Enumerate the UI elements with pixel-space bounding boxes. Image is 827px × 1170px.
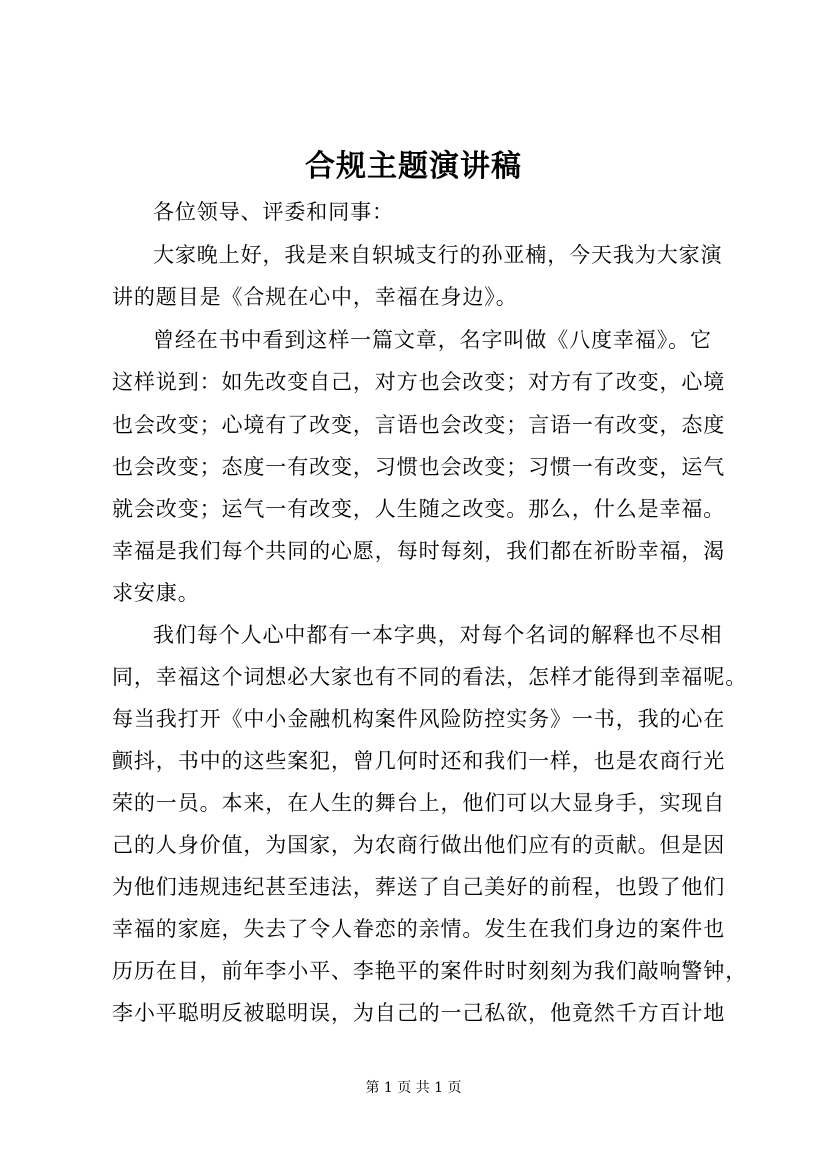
- paragraph-line: 颤抖，书中的这些案犯，曾几何时还和我们一样，也是农商行光: [112, 749, 726, 773]
- paragraph-line: 各位领导、评委和同事：: [153, 200, 394, 224]
- paragraph-line: 大家晚上好，我是来自轵城支行的孙亚楠，今天我为大家演: [153, 243, 723, 267]
- paragraph-line: 幸福的家庭，失去了令人眷恋的亲情。发生在我们身边的案件也: [112, 917, 726, 941]
- paragraph-line: 求安康。: [112, 581, 200, 605]
- paragraph-line: 李小平聪明反被聪明误，为自己的一己私欲，他竟然千方百计地: [112, 1001, 726, 1025]
- paragraph-line: 曾经在书中看到这样一篇文章，名字叫做《八度幸福》。它: [153, 328, 712, 352]
- page-indicator: 第 1 页 共 1 页: [365, 1080, 462, 1096]
- paragraph-line: 这样说到：如先改变自己，对方也会改变；对方有了改变，心境: [112, 370, 726, 394]
- paragraph-line: 讲的题目是《合规在心中，幸福在身边》。: [112, 285, 518, 309]
- paragraph-line: 也会改变；心境有了改变，言语也会改变；言语一有改变，态度: [112, 413, 726, 437]
- paragraph-line: 每当我打开《中小金融机构案件风险防控实务》一书，我的心在: [112, 707, 726, 731]
- paragraph-line: 我们每个人心中都有一本字典，对每个名词的解释也不尽相: [153, 623, 723, 647]
- paragraph-line: 己的人身价值，为国家，为农商行做出他们应有的贡献。但是因: [112, 833, 726, 857]
- paragraph-line: 幸福是我们每个共同的心愿，每时每刻，我们都在祈盼幸福，渴: [112, 539, 726, 563]
- paragraph-line: 荣的一员。本来，在人生的舞台上，他们可以大显身手，实现自: [112, 791, 726, 815]
- paragraph-line: 也会改变；态度一有改变，习惯也会改变；习惯一有改变，运气: [112, 455, 726, 479]
- paragraph-line: 同，幸福这个词想必大家也有不同的看法，怎样才能得到幸福呢。: [112, 665, 748, 689]
- document-title: 合规主题演讲稿: [305, 149, 522, 184]
- paragraph-line: 为他们违规违纪甚至违法，葬送了自己美好的前程，也毁了他们: [112, 875, 726, 899]
- paragraph-line: 就会改变；运气一有改变，人生随之改变。那么，什么是幸福。: [112, 497, 726, 521]
- paragraph-line: 历历在目，前年李小平、李艳平的案件时时刻刻为我们敲响警钟，: [112, 959, 748, 983]
